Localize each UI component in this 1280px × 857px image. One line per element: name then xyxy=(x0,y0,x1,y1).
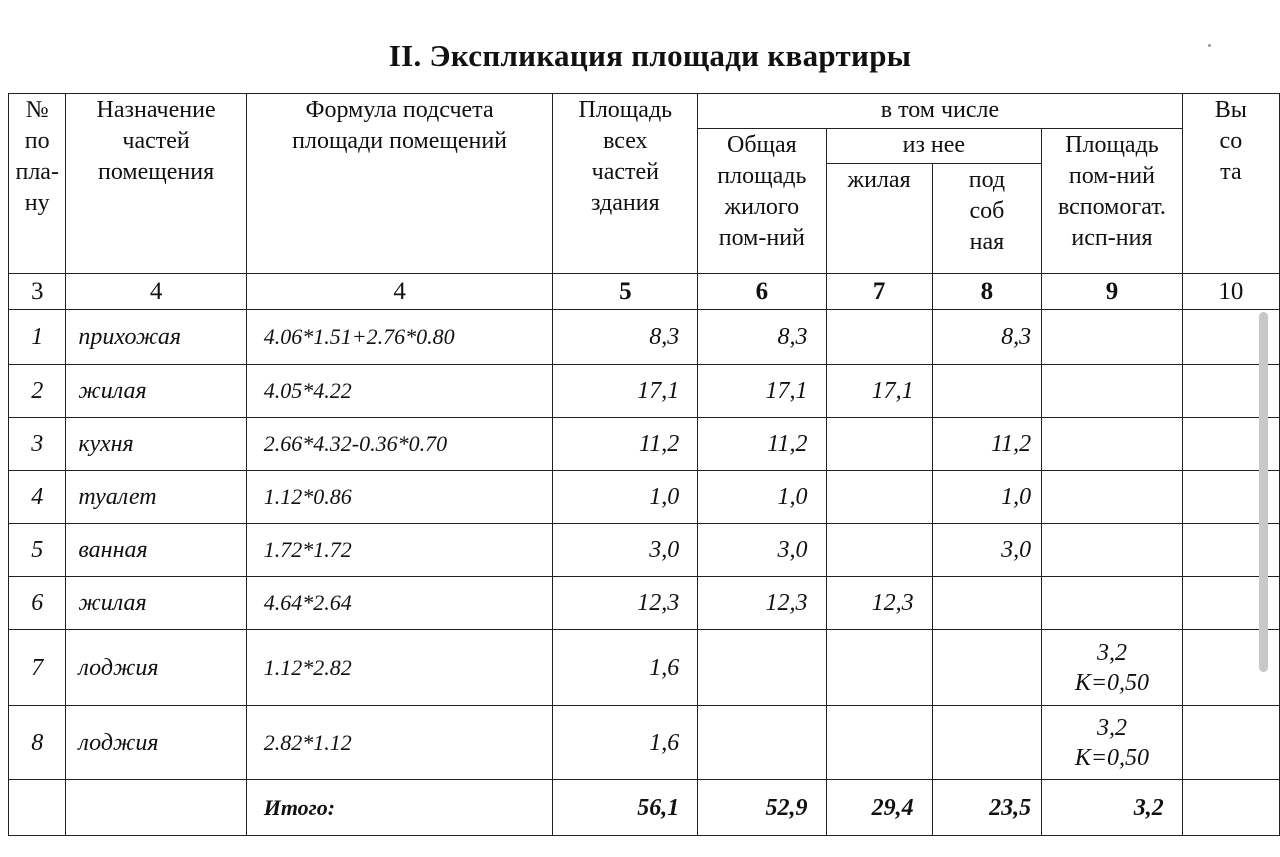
header-aux-area: Площадь пом-ний вспомогат. исп-ния xyxy=(1042,129,1183,274)
column-number: 10 xyxy=(1182,274,1279,310)
column-number: 4 xyxy=(246,274,553,310)
document-title: II. Экспликация площади квартиры xyxy=(388,38,912,73)
row-area: 1,6 xyxy=(553,706,698,780)
row-aux-area: 3,2 K=0,50 xyxy=(1042,706,1183,780)
row-area: 8,3 xyxy=(553,310,698,365)
table-row xyxy=(9,577,1280,630)
table-row xyxy=(9,310,1280,365)
header-formula: Формула подсчета площади помещений xyxy=(246,94,553,274)
row-formula: 1.72*1.72 xyxy=(246,524,553,577)
row-height xyxy=(1182,706,1279,780)
total-living: 29,4 xyxy=(826,780,932,836)
row-living xyxy=(826,706,932,780)
row-aux xyxy=(932,577,1042,630)
header-num: № по пла- ну xyxy=(9,94,66,274)
row-total-living: 3,0 xyxy=(698,524,826,577)
row-living: 12,3 xyxy=(826,577,932,630)
row-total-living xyxy=(698,630,826,706)
column-number: 6 xyxy=(698,274,826,310)
row-area: 17,1 xyxy=(553,365,698,418)
row-total-living: 17,1 xyxy=(698,365,826,418)
table-row xyxy=(9,471,1280,524)
row-total-living: 11,2 xyxy=(698,418,826,471)
row-formula: 2.66*4.32-0.36*0.70 xyxy=(246,418,553,471)
row-number: 3 xyxy=(9,418,66,471)
header-living: жилая xyxy=(826,164,932,274)
row-purpose: лоджия xyxy=(66,706,246,780)
row-aux-area xyxy=(1042,365,1183,418)
row-area: 11,2 xyxy=(553,418,698,471)
table-row xyxy=(9,630,1280,706)
row-living xyxy=(826,630,932,706)
row-purpose: жилая xyxy=(66,365,246,418)
header-row xyxy=(9,94,1280,129)
row-aux-area xyxy=(1042,577,1183,630)
row-aux-area: 3,2 K=0,50 xyxy=(1042,630,1183,706)
row-area: 12,3 xyxy=(553,577,698,630)
total-empty xyxy=(66,780,246,836)
row-purpose: прихожая xyxy=(66,310,246,365)
column-number: 3 xyxy=(9,274,66,310)
column-number: 7 xyxy=(826,274,932,310)
row-purpose: ванная xyxy=(66,524,246,577)
row-formula: 4.06*1.51+2.76*0.80 xyxy=(246,310,553,365)
column-number: 5 xyxy=(553,274,698,310)
row-purpose: туалет xyxy=(66,471,246,524)
table-row xyxy=(9,706,1280,780)
total-empty xyxy=(9,780,66,836)
row-number: 2 xyxy=(9,365,66,418)
table-row xyxy=(9,418,1280,471)
row-living xyxy=(826,310,932,365)
header-including: в том числе xyxy=(698,94,1183,129)
row-aux-area xyxy=(1042,310,1183,365)
header-of-which: из нее xyxy=(826,129,1042,164)
header-aux: под соб ная xyxy=(932,164,1042,274)
row-aux xyxy=(932,630,1042,706)
explication-table xyxy=(8,93,1280,836)
row-area: 1,6 xyxy=(553,630,698,706)
row-number: 8 xyxy=(9,706,66,780)
row-purpose: лоджия xyxy=(66,630,246,706)
row-formula: 4.05*4.22 xyxy=(246,365,553,418)
row-aux xyxy=(932,706,1042,780)
row-living xyxy=(826,418,932,471)
row-aux: 1,0 xyxy=(932,471,1042,524)
total-height xyxy=(1182,780,1279,836)
row-formula: 2.82*1.12 xyxy=(246,706,553,780)
row-total-living: 8,3 xyxy=(698,310,826,365)
vertical-scrollbar[interactable] xyxy=(1259,312,1268,672)
row-purpose: жилая xyxy=(66,577,246,630)
table-row xyxy=(9,365,1280,418)
row-number: 1 xyxy=(9,310,66,365)
row-aux: 8,3 xyxy=(932,310,1042,365)
row-aux xyxy=(932,365,1042,418)
column-number: 4 xyxy=(66,274,246,310)
scan-speck xyxy=(1208,44,1211,47)
total-row xyxy=(9,780,1280,836)
row-number: 5 xyxy=(9,524,66,577)
row-aux-area xyxy=(1042,524,1183,577)
total-area: 56,1 xyxy=(553,780,698,836)
row-number: 4 xyxy=(9,471,66,524)
column-number: 9 xyxy=(1042,274,1183,310)
row-formula: 1.12*2.82 xyxy=(246,630,553,706)
row-total-living xyxy=(698,706,826,780)
row-formula: 4.64*2.64 xyxy=(246,577,553,630)
row-area: 3,0 xyxy=(553,524,698,577)
total-aux-area: 3,2 xyxy=(1042,780,1183,836)
row-aux: 3,0 xyxy=(932,524,1042,577)
column-number-row xyxy=(9,274,1280,310)
header-total-living: Общая площадь жилого пом-ний xyxy=(698,129,826,274)
column-number: 8 xyxy=(932,274,1042,310)
total-label: Итого: xyxy=(246,780,553,836)
total-aux: 23,5 xyxy=(932,780,1042,836)
table-row xyxy=(9,524,1280,577)
row-number: 6 xyxy=(9,577,66,630)
row-aux-area xyxy=(1042,471,1183,524)
row-total-living: 1,0 xyxy=(698,471,826,524)
row-total-living: 12,3 xyxy=(698,577,826,630)
header-purpose: Назначение частей помещения xyxy=(66,94,246,274)
row-purpose: кухня xyxy=(66,418,246,471)
row-area: 1,0 xyxy=(553,471,698,524)
row-living xyxy=(826,471,932,524)
row-aux-area xyxy=(1042,418,1183,471)
total-living-area: 52,9 xyxy=(698,780,826,836)
row-formula: 1.12*0.86 xyxy=(246,471,553,524)
row-living: 17,1 xyxy=(826,365,932,418)
row-number: 7 xyxy=(9,630,66,706)
row-living xyxy=(826,524,932,577)
row-aux: 11,2 xyxy=(932,418,1042,471)
header-area-all: Площадь всех частей здания xyxy=(553,94,698,274)
header-height: Вы со та xyxy=(1182,94,1279,274)
